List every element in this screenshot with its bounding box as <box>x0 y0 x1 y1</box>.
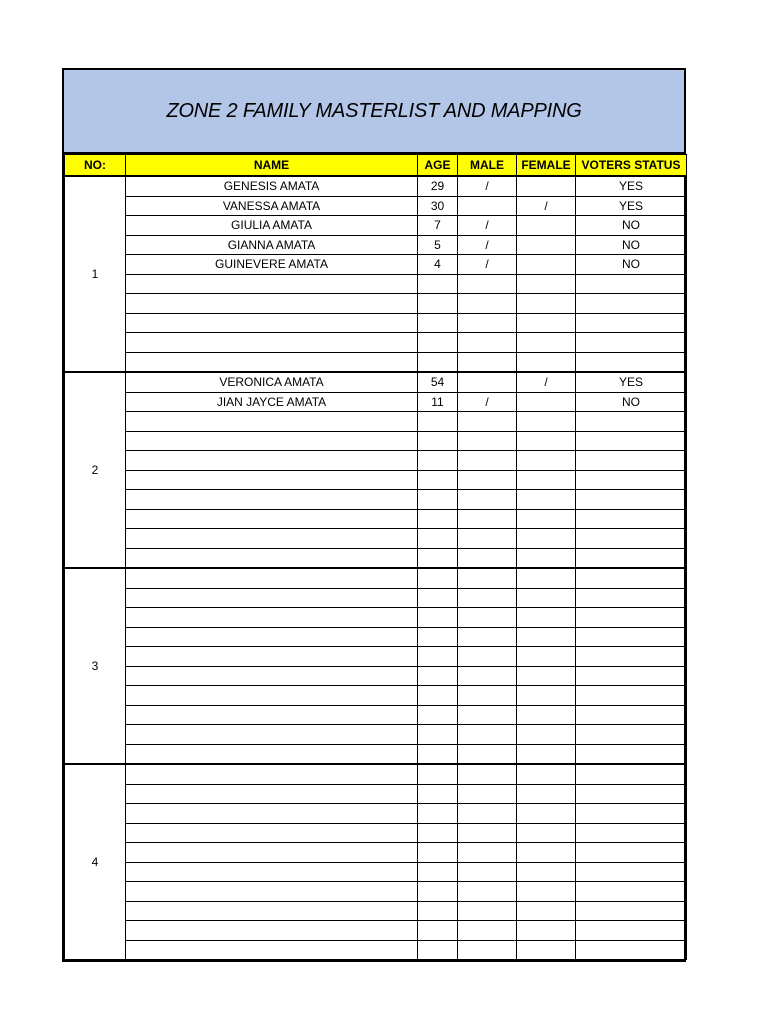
age-cell: 4 <box>418 255 458 275</box>
table-row <box>65 901 687 921</box>
name-cell <box>126 333 418 353</box>
table-row <box>65 843 687 863</box>
voters-status-cell <box>576 901 687 921</box>
table-row <box>65 274 687 294</box>
female-cell <box>517 548 576 568</box>
female-cell <box>517 216 576 236</box>
female-cell <box>517 627 576 647</box>
male-cell <box>458 412 517 432</box>
male-cell <box>458 627 517 647</box>
name-cell <box>126 882 418 902</box>
table-row <box>65 921 687 941</box>
age-cell <box>418 901 458 921</box>
table-row <box>65 647 687 667</box>
header-row <box>65 155 687 177</box>
female-cell <box>517 588 576 608</box>
age-cell: 29 <box>418 176 458 196</box>
table-row <box>65 294 687 314</box>
voters-status-cell <box>576 666 687 686</box>
male-cell <box>458 313 517 333</box>
male-cell <box>458 882 517 902</box>
name-cell <box>126 568 418 588</box>
voters-status-cell <box>576 705 687 725</box>
female-cell <box>517 451 576 471</box>
age-cell: 5 <box>418 235 458 255</box>
male-cell <box>458 548 517 568</box>
table-row <box>65 529 687 549</box>
name-cell <box>126 451 418 471</box>
table-row <box>65 744 687 764</box>
table-row <box>65 862 687 882</box>
male-cell <box>458 588 517 608</box>
name-cell <box>126 608 418 628</box>
age-cell <box>418 470 458 490</box>
age-cell <box>418 647 458 667</box>
age-cell <box>418 940 458 960</box>
table-row <box>65 588 687 608</box>
age-cell <box>418 843 458 863</box>
name-cell <box>126 804 418 824</box>
age-cell <box>418 451 458 471</box>
age-cell <box>418 882 458 902</box>
table-row <box>65 431 687 451</box>
masterlist-table <box>64 154 687 960</box>
male-cell: / <box>458 216 517 236</box>
table-row <box>65 490 687 510</box>
female-cell: / <box>517 196 576 216</box>
male-cell <box>458 431 517 451</box>
male-cell <box>458 921 517 941</box>
voters-status-cell <box>576 588 687 608</box>
age-cell <box>418 764 458 784</box>
name-cell <box>126 294 418 314</box>
age-cell <box>418 921 458 941</box>
table-row <box>65 470 687 490</box>
voters-status-cell <box>576 294 687 314</box>
table-row <box>65 882 687 902</box>
age-cell <box>418 666 458 686</box>
female-cell <box>517 666 576 686</box>
voters-status-cell <box>576 921 687 941</box>
family-group <box>65 176 687 372</box>
name-cell: VANESSA AMATA <box>126 196 418 216</box>
voters-status-cell <box>576 843 687 863</box>
name-cell <box>126 725 418 745</box>
female-cell <box>517 529 576 549</box>
name-cell <box>126 431 418 451</box>
family-number-cell: 3 <box>65 568 126 764</box>
female-cell <box>517 490 576 510</box>
name-cell: VERONICA AMATA <box>126 372 418 392</box>
voters-status-cell <box>576 686 687 706</box>
age-cell <box>418 823 458 843</box>
female-cell <box>517 705 576 725</box>
name-cell <box>126 352 418 372</box>
name-cell <box>126 784 418 804</box>
age-cell <box>418 412 458 432</box>
male-cell <box>458 940 517 960</box>
header-voters-status: VOTERS STATUS <box>576 155 687 177</box>
female-cell <box>517 804 576 824</box>
male-cell <box>458 744 517 764</box>
male-cell <box>458 666 517 686</box>
age-cell <box>418 333 458 353</box>
voters-status-cell: NO <box>576 255 687 275</box>
age-cell: 30 <box>418 196 458 216</box>
voters-status-cell <box>576 313 687 333</box>
voters-status-cell <box>576 823 687 843</box>
male-cell: / <box>458 176 517 196</box>
female-cell <box>517 686 576 706</box>
female-cell <box>517 176 576 196</box>
female-cell <box>517 568 576 588</box>
female-cell <box>517 352 576 372</box>
voters-status-cell <box>576 784 687 804</box>
female-cell: / <box>517 372 576 392</box>
name-cell <box>126 764 418 784</box>
voters-status-cell <box>576 529 687 549</box>
voters-status-cell: NO <box>576 216 687 236</box>
female-cell <box>517 509 576 529</box>
age-cell <box>418 705 458 725</box>
female-cell <box>517 647 576 667</box>
age-cell <box>418 784 458 804</box>
age-cell: 54 <box>418 372 458 392</box>
table-row <box>65 823 687 843</box>
male-cell <box>458 764 517 784</box>
age-cell <box>418 529 458 549</box>
family-group <box>65 568 687 764</box>
table-row <box>65 548 687 568</box>
table-row <box>65 235 687 255</box>
voters-status-cell <box>576 862 687 882</box>
female-cell <box>517 764 576 784</box>
voters-status-cell <box>576 470 687 490</box>
age-cell <box>418 568 458 588</box>
female-cell <box>517 255 576 275</box>
table-row <box>65 352 687 372</box>
male-cell <box>458 705 517 725</box>
name-cell <box>126 647 418 667</box>
voters-status-cell <box>576 608 687 628</box>
age-cell <box>418 725 458 745</box>
age-cell <box>418 744 458 764</box>
male-cell <box>458 823 517 843</box>
female-cell <box>517 274 576 294</box>
female-cell <box>517 412 576 432</box>
male-cell <box>458 333 517 353</box>
age-cell <box>418 490 458 510</box>
table-row <box>65 666 687 686</box>
male-cell: / <box>458 392 517 412</box>
name-cell <box>126 705 418 725</box>
table-row <box>65 686 687 706</box>
family-number-cell: 1 <box>65 176 126 372</box>
voters-status-cell <box>576 804 687 824</box>
table-row <box>65 705 687 725</box>
age-cell <box>418 509 458 529</box>
female-cell <box>517 940 576 960</box>
age-cell <box>418 548 458 568</box>
male-cell <box>458 862 517 882</box>
name-cell <box>126 627 418 647</box>
voters-status-cell: NO <box>576 235 687 255</box>
voters-status-cell <box>576 333 687 353</box>
header-male: MALE <box>458 155 517 177</box>
name-cell <box>126 274 418 294</box>
table-row <box>65 725 687 745</box>
male-cell <box>458 509 517 529</box>
name-cell <box>126 509 418 529</box>
voters-status-cell: YES <box>576 372 687 392</box>
family-number-cell: 4 <box>65 764 126 960</box>
name-cell <box>126 470 418 490</box>
female-cell <box>517 843 576 863</box>
male-cell: / <box>458 235 517 255</box>
name-cell <box>126 921 418 941</box>
female-cell <box>517 901 576 921</box>
name-cell <box>126 666 418 686</box>
table-row <box>65 176 687 196</box>
female-cell <box>517 744 576 764</box>
name-cell <box>126 940 418 960</box>
voters-status-cell <box>576 274 687 294</box>
male-cell <box>458 843 517 863</box>
family-number-cell: 2 <box>65 372 126 568</box>
male-cell <box>458 470 517 490</box>
table-row <box>65 509 687 529</box>
header-no: NO: <box>65 155 126 177</box>
family-group <box>65 764 687 960</box>
table-row <box>65 196 687 216</box>
male-cell: / <box>458 255 517 275</box>
female-cell <box>517 313 576 333</box>
male-cell <box>458 529 517 549</box>
header-name: NAME <box>126 155 418 177</box>
voters-status-cell <box>576 882 687 902</box>
header-age: AGE <box>418 155 458 177</box>
page-title: ZONE 2 FAMILY MASTERLIST AND MAPPING <box>166 99 582 122</box>
age-cell <box>418 804 458 824</box>
age-cell <box>418 627 458 647</box>
table-row <box>65 313 687 333</box>
female-cell <box>517 431 576 451</box>
name-cell: GENESIS AMATA <box>126 176 418 196</box>
male-cell <box>458 352 517 372</box>
name-cell <box>126 901 418 921</box>
voters-status-cell <box>576 647 687 667</box>
age-cell <box>418 294 458 314</box>
table-row <box>65 333 687 353</box>
table-row <box>65 451 687 471</box>
voters-status-cell: NO <box>576 392 687 412</box>
name-cell <box>126 744 418 764</box>
voters-status-cell <box>576 568 687 588</box>
family-group <box>65 372 687 568</box>
name-cell <box>126 529 418 549</box>
male-cell <box>458 451 517 471</box>
name-cell <box>126 843 418 863</box>
female-cell <box>517 333 576 353</box>
male-cell <box>458 804 517 824</box>
age-cell <box>418 862 458 882</box>
name-cell: GIULIA AMATA <box>126 216 418 236</box>
voters-status-cell <box>576 548 687 568</box>
voters-status-cell <box>576 627 687 647</box>
voters-status-cell <box>576 352 687 372</box>
age-cell <box>418 431 458 451</box>
name-cell: GUINEVERE AMATA <box>126 255 418 275</box>
age-cell <box>418 352 458 372</box>
female-cell <box>517 725 576 745</box>
female-cell <box>517 862 576 882</box>
voters-status-cell <box>576 764 687 784</box>
voters-status-cell <box>576 431 687 451</box>
table-row <box>65 608 687 628</box>
name-cell <box>126 490 418 510</box>
male-cell <box>458 274 517 294</box>
voters-status-cell: YES <box>576 176 687 196</box>
table-row <box>65 764 687 784</box>
male-cell <box>458 196 517 216</box>
name-cell <box>126 862 418 882</box>
voters-status-cell <box>576 744 687 764</box>
voters-status-cell <box>576 412 687 432</box>
table-row <box>65 627 687 647</box>
voters-status-cell <box>576 725 687 745</box>
title-band <box>64 70 684 154</box>
male-cell <box>458 784 517 804</box>
female-cell <box>517 470 576 490</box>
age-cell <box>418 686 458 706</box>
female-cell <box>517 784 576 804</box>
name-cell <box>126 588 418 608</box>
table-row <box>65 216 687 236</box>
age-cell <box>418 608 458 628</box>
female-cell <box>517 608 576 628</box>
name-cell <box>126 412 418 432</box>
table-row <box>65 392 687 412</box>
female-cell <box>517 921 576 941</box>
name-cell: GIANNA AMATA <box>126 235 418 255</box>
female-cell <box>517 294 576 314</box>
name-cell <box>126 823 418 843</box>
male-cell <box>458 608 517 628</box>
voters-status-cell <box>576 940 687 960</box>
age-cell: 11 <box>418 392 458 412</box>
male-cell <box>458 647 517 667</box>
table-row <box>65 255 687 275</box>
female-cell <box>517 823 576 843</box>
male-cell <box>458 372 517 392</box>
female-cell <box>517 392 576 412</box>
table-row <box>65 372 687 392</box>
female-cell <box>517 235 576 255</box>
voters-status-cell <box>576 451 687 471</box>
male-cell <box>458 568 517 588</box>
table-row <box>65 784 687 804</box>
voters-status-cell <box>576 509 687 529</box>
table-row <box>65 412 687 432</box>
table-row <box>65 568 687 588</box>
name-cell <box>126 686 418 706</box>
name-cell <box>126 548 418 568</box>
female-cell <box>517 882 576 902</box>
male-cell <box>458 725 517 745</box>
male-cell <box>458 294 517 314</box>
age-cell <box>418 588 458 608</box>
male-cell <box>458 686 517 706</box>
table-row <box>65 804 687 824</box>
male-cell <box>458 901 517 921</box>
voters-status-cell <box>576 490 687 510</box>
voters-status-cell: YES <box>576 196 687 216</box>
masterlist-sheet <box>62 68 686 962</box>
table-row <box>65 940 687 960</box>
header-female: FEMALE <box>517 155 576 177</box>
name-cell: JIAN JAYCE AMATA <box>126 392 418 412</box>
name-cell <box>126 313 418 333</box>
age-cell <box>418 274 458 294</box>
age-cell <box>418 313 458 333</box>
male-cell <box>458 490 517 510</box>
age-cell: 7 <box>418 216 458 236</box>
